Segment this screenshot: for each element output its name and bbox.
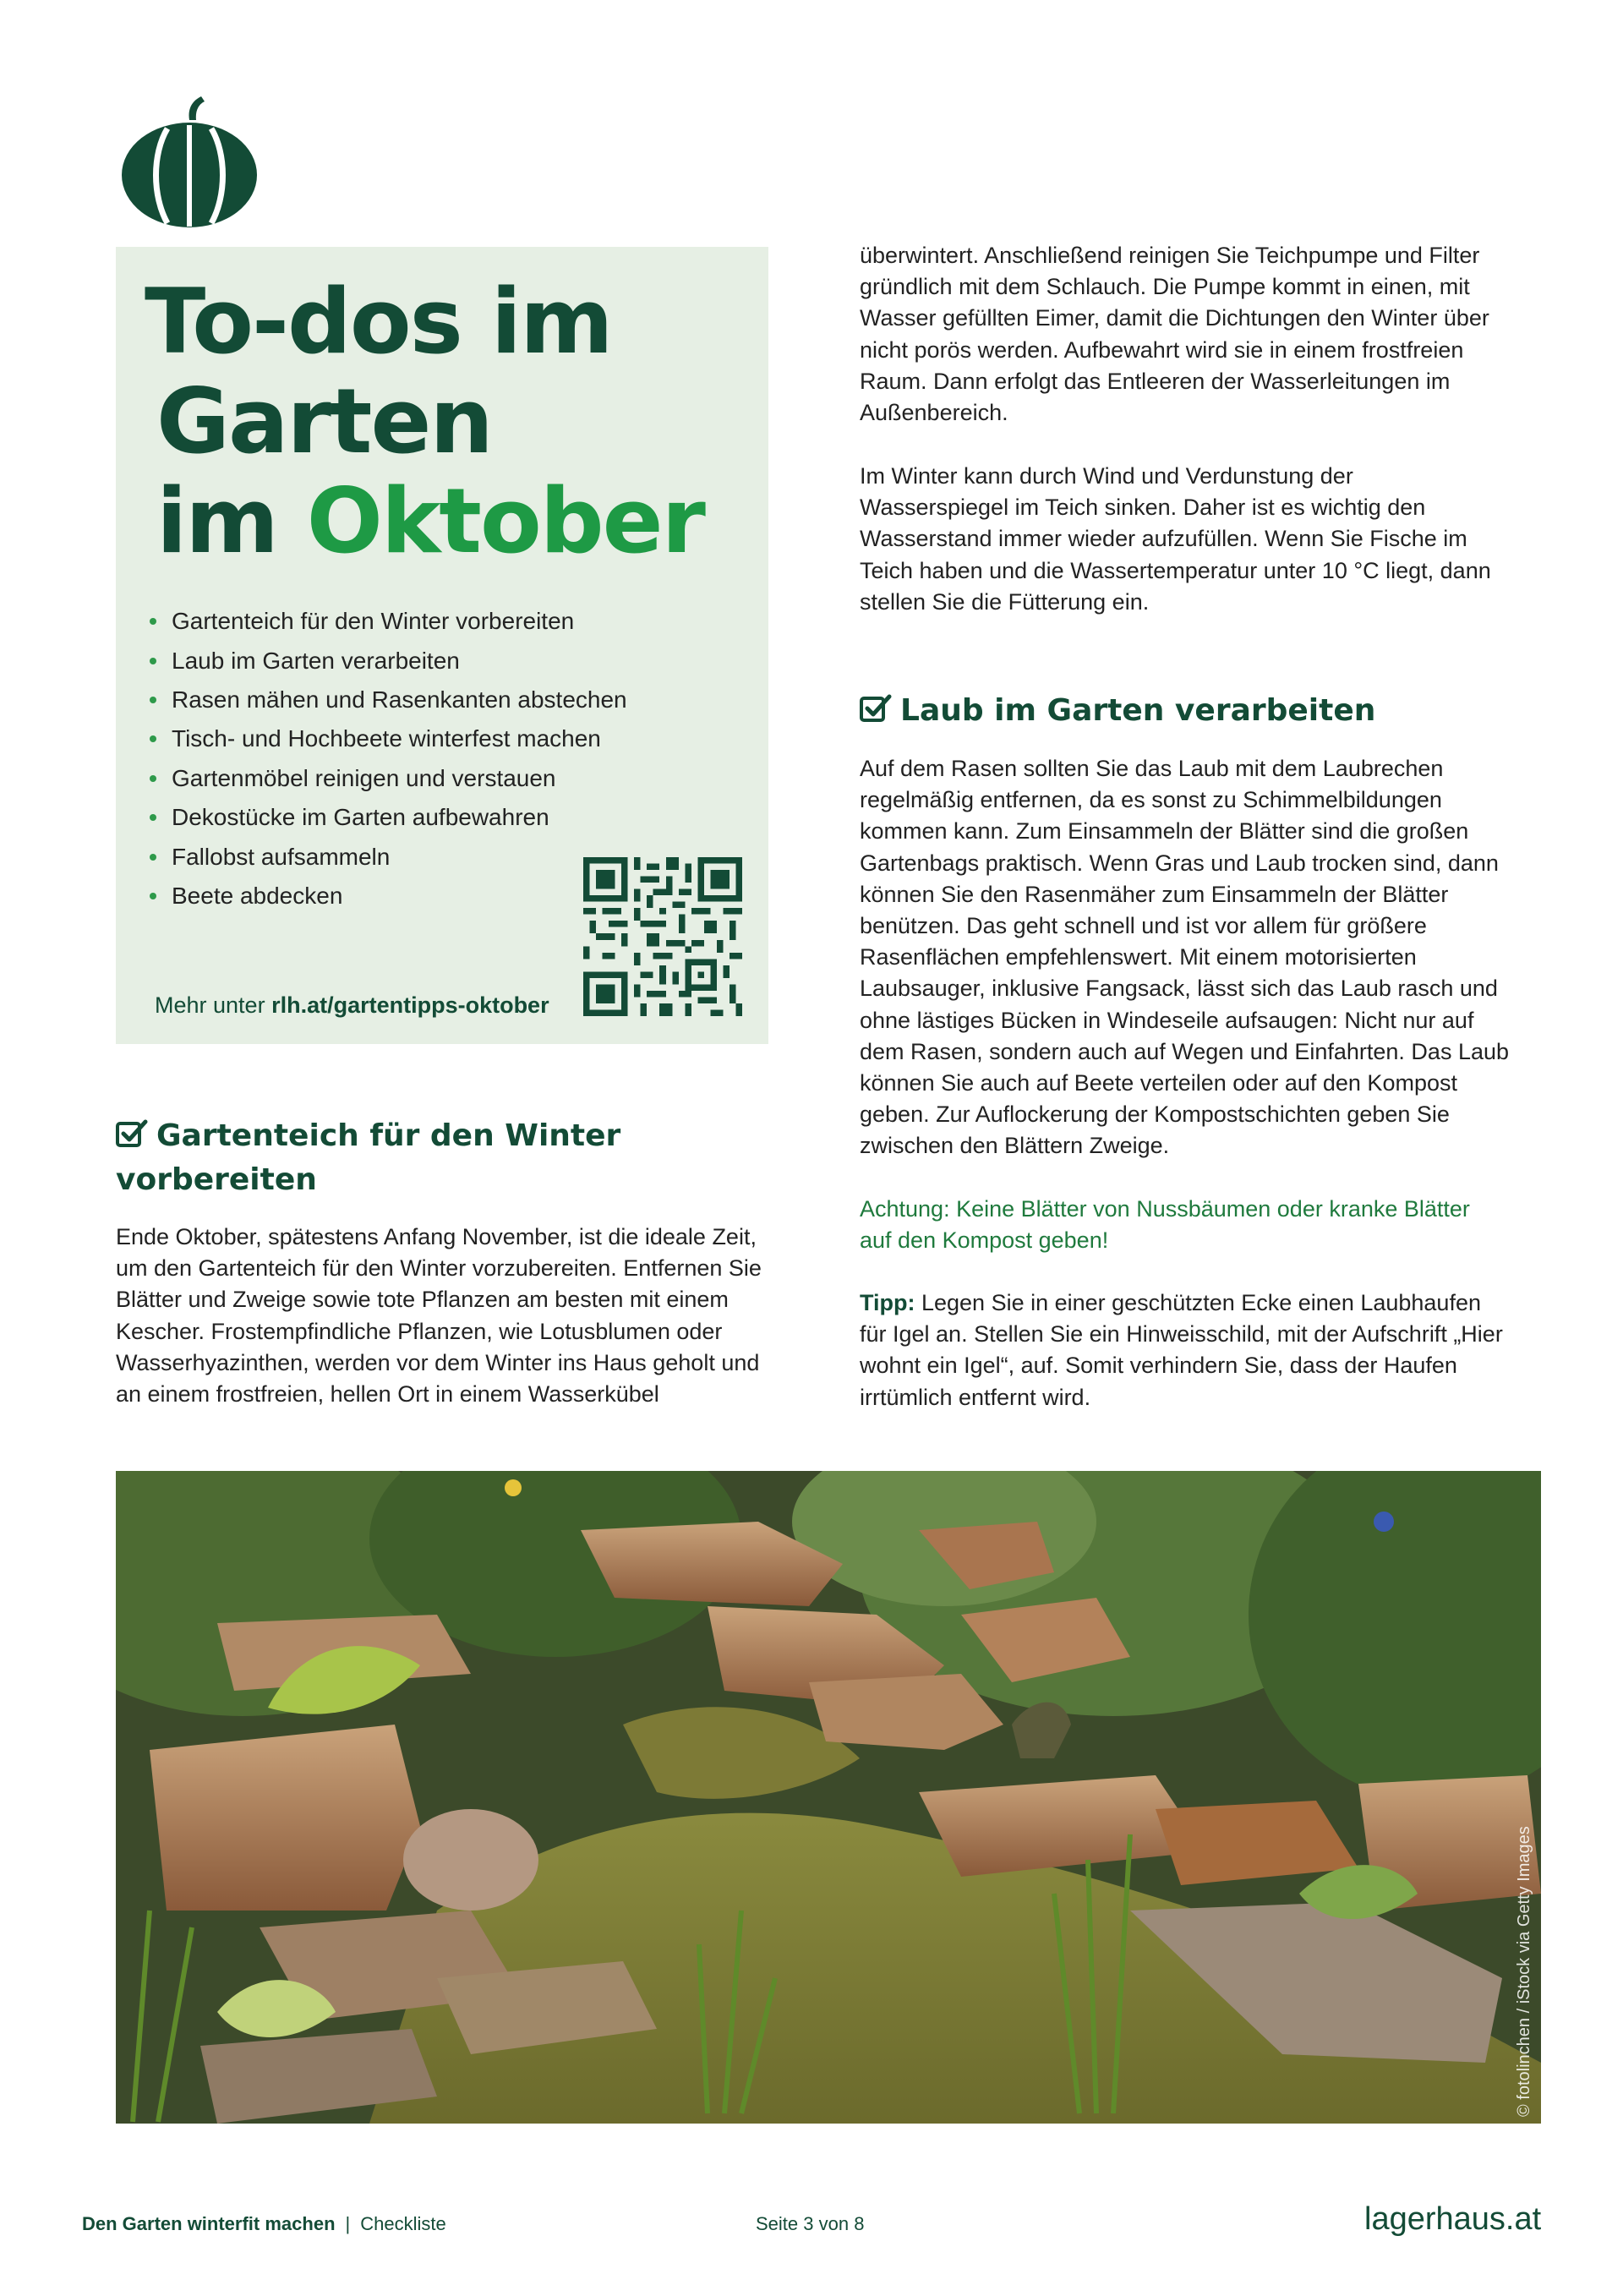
list-item-label: Laub im Garten verarbeiten: [172, 647, 460, 674]
bullet-icon: [150, 697, 156, 703]
tip-label: Tipp:: [860, 1290, 915, 1315]
page-number: Seite 3 von 8: [756, 2213, 865, 2234]
list-item-label: Dekostücke im Garten aufbewahren: [172, 804, 549, 831]
pond-water-level-text: Im Winter kann durch Wind und Verdunstung der Wasserspiegel im Teich sinken. Daher ist es wichtig den Wasserstand immer wieder aufzufüllen. Wenn Sie Fische im Teich haben und die Wassertemperatur unter 10 °C liegt, dann stellen Sie die Fütterung ein.: [860, 463, 1491, 615]
tip-text: [860, 1287, 1511, 1413]
footer-doc-type: Checkliste: [360, 2213, 446, 2234]
bullet-icon: [150, 735, 156, 742]
footer-separator: |: [345, 2213, 351, 2234]
heading-line-1: Gartenteich für den Winter: [156, 1118, 621, 1153]
section-heading-leaves: [860, 689, 1502, 733]
bullet-icon: [150, 893, 156, 899]
pond-continued-text: überwintert. Anschließend reinigen Sie Teichpumpe und Filter gründlich mit dem Schlauch. Die Pumpe kommt in einen, mit Wasser gefüllten Eimer, damit die Dichtungen den Winter über nicht porös werden. Aufbewahrt wird sie in einem frostfreien Raum. Dann erfolgt das Entleeren der Wasserleitungen im Außenbereich.: [860, 243, 1489, 426]
bullet-icon: [150, 658, 156, 664]
pumpkin-icon: [117, 95, 262, 230]
list-item-label: Fallobst aufsammeln: [172, 843, 391, 870]
bullet-icon: [150, 854, 156, 861]
list-item: [150, 719, 627, 758]
list-item: [150, 681, 627, 719]
list-item-label: Rasen mähen und Rasenkanten abstechen: [172, 686, 627, 713]
list-item-label: Gartenteich für den Winter vorbereiten: [172, 608, 575, 635]
title-line-2: Garten: [156, 369, 492, 473]
section-heading-pond: [116, 1114, 775, 1202]
qr-code-icon[interactable]: [583, 857, 742, 1016]
bullet-icon: [150, 618, 156, 625]
section-body-leaves: Auf dem Rasen sollten Sie das Laub mit dem Laubrechen regelmäßig entfernen, da es sonst zu Schimmelbildungen kommen kann. Zum Einsammeln der Blätter sind die großen Gartenbags praktisch. Wenn Gras und Laub trocken sind, dann können Sie den Rasenmäher zum Einsammeln der Blätter benützen. Das geht schnell und ist vor allem für größere Rasenflächen empfehlenswert. Mit einem motorisierten Laubsauger, inklusive Fangsack, lässt sich das Laub rasch und ohne lästiges Bücken in Windeseile aufsaugen: Nicht nur auf dem Rasen, sondern auch auf Wegen und Einfahrten. Das Laub können Sie auch auf Beete verteilen oder auf den Kompost geben. Zur Auflockerung der Kompostschichten geben Sie zwischen den Blättern Zweige.: [860, 756, 1510, 1159]
list-item-label: Beete abdecken: [172, 882, 343, 909]
title-line-3-prefix: im: [156, 469, 307, 573]
list-item-label: Gartenmöbel reinigen und verstauen: [172, 764, 556, 791]
more-prefix: Mehr unter: [155, 992, 272, 1018]
checkbox-checked-icon: [860, 693, 892, 724]
footer-doc-title: Den Garten winterfit machen: [82, 2213, 336, 2234]
checkbox-checked-icon: [116, 1118, 148, 1149]
list-item-label: Tisch- und Hochbeete winterfest machen: [172, 725, 601, 752]
more-link[interactable]: rlh.at/gartentipps-oktober: [271, 992, 549, 1018]
footer-doc-info: [82, 2213, 446, 2235]
heading-line-2: vorbereiten: [116, 1162, 317, 1197]
title-line-1: To-dos im: [145, 270, 612, 374]
bullet-icon: [150, 775, 156, 782]
garden-pond-photo: [116, 1471, 1541, 2124]
title-accent: Oktober: [306, 469, 704, 573]
page-title: [145, 272, 704, 571]
photo-credit: © fotolinchen / iStock via Getty Images: [1515, 1826, 1533, 2117]
list-item: [150, 759, 627, 798]
heading-text: Laub im Garten verarbeiten: [900, 693, 1376, 728]
todo-box: [116, 247, 768, 1044]
tip-body: Legen Sie in einer geschützten Ecke einen Laubhaufen für Igel an. Stellen Sie ein Hinweisschild, mit der Aufschrift „Hier wohnt ein Igel“, auf. Somit verhindern Sie, dass der Haufen irrtümlich entfernt wird.: [860, 1290, 1503, 1410]
list-item: [150, 798, 627, 837]
list-item: [150, 877, 627, 916]
title-line-3: [145, 469, 704, 573]
section-body-pond: Ende Oktober, spätestens Anfang November, ist die ideale Zeit, um den Gartenteich für den Winter vorzubereiten. Entfernen Sie Blätter und Zweige sowie tote Pflanzen am besten mit einem Kescher. Frostempfindliche Pflanzen, wie Lotusblumen oder Wasserhyazinthen, werden vor dem Winter ins Haus geholt und an einem frostfreien, hellen Ort in einem Wasserkübel: [116, 1224, 762, 1408]
bullet-icon: [150, 814, 156, 821]
todo-list: [150, 602, 627, 916]
list-item: [150, 641, 627, 680]
more-info-line: [155, 992, 549, 1019]
list-item: [150, 602, 627, 641]
warning-text: Achtung: Keine Blätter von Nussbäumen oder kranke Blätter auf den Kompost geben!: [860, 1196, 1470, 1254]
list-item: [150, 837, 627, 876]
brand-url[interactable]: lagerhaus.at: [1364, 2201, 1542, 2237]
